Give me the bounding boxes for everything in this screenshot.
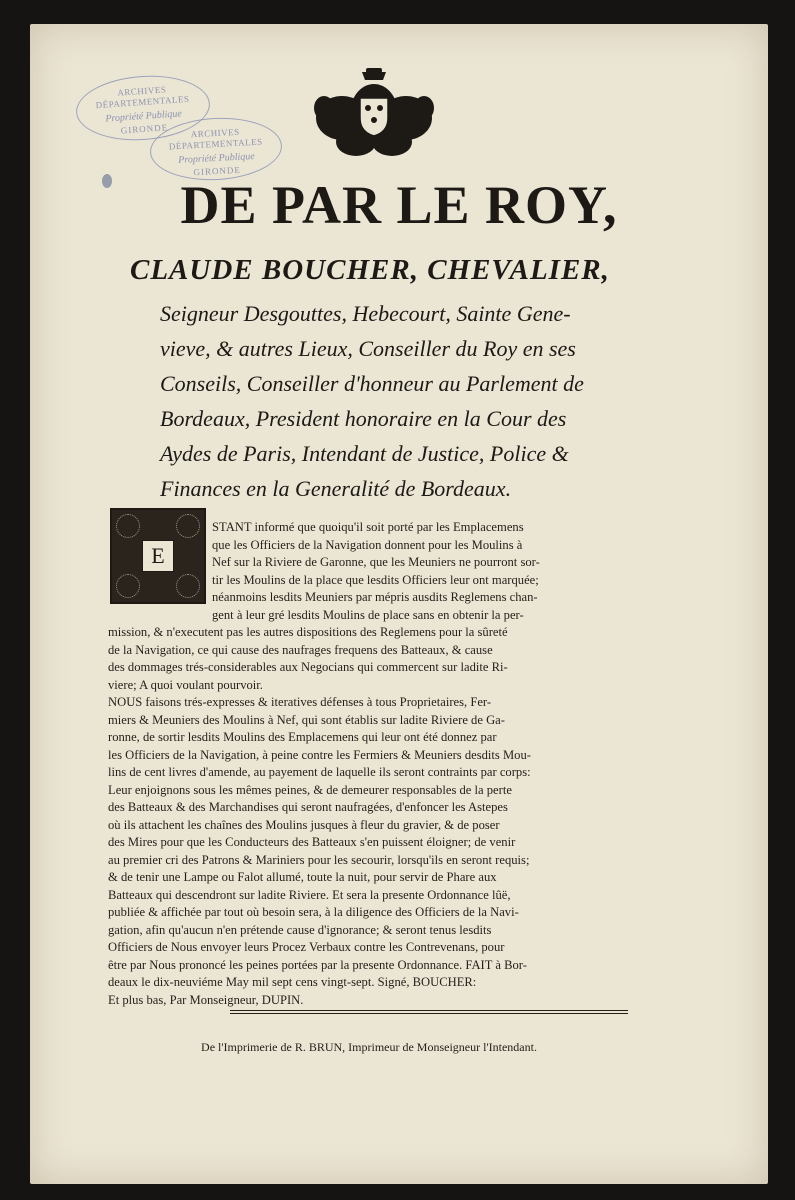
body-line: & de tenir une Lampe ou Falot allumé, toute la nuit, pour servir de Phare aux	[108, 870, 497, 884]
body-line: Nef sur la Riviere de Garonne, que les Meuniers ne pourront sor-	[212, 555, 540, 569]
stamp-top-text: ARCHIVES DÉPARTEMENTALES	[95, 84, 190, 111]
body-line: des Mires pour que les Conducteurs des Batteaux s'en puissent éloigner; de venir	[108, 835, 516, 849]
body-line: mission, & n'executent pas les autres dispositions des Reglemens pour la sûreté	[108, 625, 508, 639]
stamp-middle-text: Propriété Publique	[177, 150, 256, 166]
body-line: Leur enjoignons sous les mêmes peines, & de demeurer responsables de la perte	[108, 782, 512, 797]
body-line: les Officiers de la Navigation, à peine contre les Fermiers & Meuniers desdits Mou-	[108, 747, 531, 762]
decree-heading: DE PAR LE ROY,	[180, 175, 618, 235]
printer-imprint: De l'Imprimerie de R. BRUN, Imprimeur de Monseigneur l'Intendant.	[201, 1040, 537, 1054]
stamp-middle-text: Propriété Publique	[105, 108, 183, 125]
body-line: lins de cent livres d'amende, au payement de laquelle ils seront contraints par corps:	[108, 765, 531, 779]
issuer-title-line: Bordeaux, President honoraire en la Cour des	[160, 406, 567, 431]
stamp-bottom-text: GIRONDE	[193, 164, 242, 178]
body-line: néanmoins lesdits Meuniers par mépris ausdits Reglemens chan-	[212, 590, 538, 604]
ordinance-body	[108, 519, 648, 1009]
body-line: Batteaux qui descendront sur ladite Riviere. Et sera la presente Ordonnance lûë,	[108, 887, 511, 902]
issuer-titles	[160, 296, 680, 506]
body-line: que les Officiers de la Navigation donnent pour les Moulins à	[212, 537, 523, 552]
issuer-title-line: Conseils, Conseiller d'honneur au Parlement de	[160, 371, 584, 396]
body-line: Officiers de Nous envoyer leurs Procez Verbaux contre les Contrevenans, pour	[108, 940, 505, 954]
initial-letter: E	[142, 540, 174, 572]
issuer-title-line: Finances en la Generalité de Bordeaux.	[160, 476, 512, 501]
body-line: de la Navigation, ce qui cause des naufrages frequens des Batteaux, & cause	[108, 642, 493, 657]
body-line: ronne, de sortir lesdits Moulins des Emplacemens qui leur ont été donnez par	[108, 730, 497, 744]
body-line: viere; A quoi voulant pourvoir.	[108, 677, 263, 692]
body-line: au premier cri des Patrons & Mariniers pour les secourir, lorsqu'ils en seront requis;	[108, 852, 530, 867]
body-line: Et plus bas, Par Monseigneur, DUPIN.	[108, 992, 304, 1007]
body-line: NOUS faisons trés-expresses & iteratives défenses à tous Proprietaires, Fer-	[108, 695, 492, 709]
issuer-title-line: vieve, & autres Lieux, Conseiller du Roy en ses	[160, 336, 576, 361]
body-line: être par Nous prononcé les peines portées par la presente Ordonnance. FAIT à Bor-	[108, 957, 527, 972]
body-line: STANT informé que quoiqu'il soit porté par les Emplacemens	[212, 520, 524, 534]
body-line: gent à leur gré lesdits Moulins de place sans en obtenir la per-	[212, 607, 524, 622]
body-line: tir les Moulins de la place que lesdits Officiers leur ont marquée;	[212, 572, 539, 587]
body-line: deaux le dix-neuviéme May mil sept cens vingt-sept. Signé, BOUCHER:	[108, 975, 477, 989]
stamp-top-text: ARCHIVES DÉPARTEMENTALES	[168, 126, 263, 152]
issuer-title-line: Seigneur Desgouttes, Hebecourt, Sainte Gene-	[160, 301, 571, 326]
divider-rule	[230, 1010, 628, 1014]
royal-coat-of-arms-icon	[312, 68, 436, 160]
issuer-title-line: Aydes de Paris, Intendant de Justice, Police &	[160, 441, 569, 466]
stamp-bottom-text: GIRONDE	[120, 122, 169, 136]
body-line: publiée & affichée par tout où besoin sera, à la diligence des Officiers de la Navi-	[108, 905, 519, 919]
body-line: des dommages trés-considerables aux Negocians qui commercent sur ladite Ri-	[108, 660, 508, 674]
body-line: où ils attachent les chaînes des Moulins jusques à fleur du gravier, & de poser	[108, 817, 500, 832]
body-line: miers & Meuniers des Moulins à Nef, qui sont établis sur ladite Riviere de Ga-	[108, 712, 505, 727]
issuer-name: CLAUDE BOUCHER, CHEVALIER,	[130, 254, 610, 286]
body-line: gation, afin qu'aucun n'en prétende cause d'ignorance; & seront tenus lesdits	[108, 922, 492, 937]
body-line: des Batteaux & des Marchandises qui seront naufragées, d'enfoncer les Astepes	[108, 800, 508, 814]
